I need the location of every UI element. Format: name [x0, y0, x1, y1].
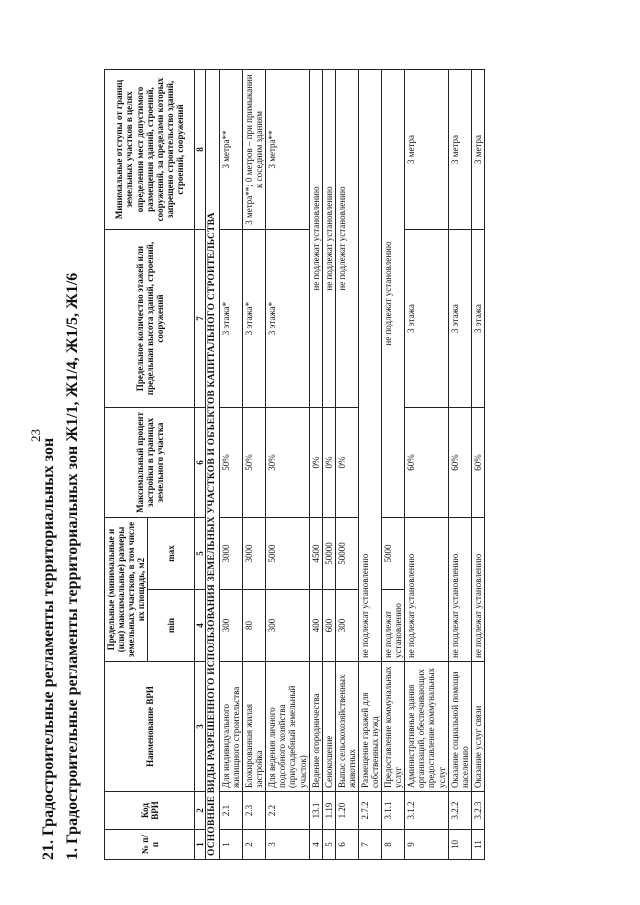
cell-setback: 3 метра [448, 70, 471, 230]
cell-floors: 3 этажа [471, 230, 484, 408]
cell-floors: 3 этажа [405, 230, 448, 408]
section-row [206, 70, 220, 860]
col-number: 7 [195, 230, 206, 408]
cell-setback: 3 метра**; 0 метров – при примыкании к соседним зданиям [243, 70, 266, 230]
cell-name: Административные здания организаций, обеспечивающих предоставление коммунальных услуг [405, 662, 448, 792]
cell-code: 2.7.2 [358, 792, 381, 830]
cell-code: 3.1.2 [405, 792, 448, 830]
cell-percent: 30% [266, 408, 309, 518]
cell-min: 600 [322, 590, 335, 662]
col-number: 3 [195, 662, 206, 792]
cell-code: 13.1 [309, 792, 322, 830]
header-min: min [148, 590, 195, 662]
cell-code: 1.19 [322, 792, 335, 830]
cell-num: 9 [405, 830, 448, 860]
cell-max: 3000 [220, 518, 243, 590]
header-num: № п/п [105, 830, 195, 860]
table-title: 1. Градостроительные регламенты территориальных зон Ж1/1, Ж1/4, Ж1/5, Ж1/6 [64, 272, 81, 860]
section-title: ОСНОВНЫЕ ВИДЫ РАЗРЕШЕННОГО ИСПОЛЬЗОВАНИЯ ЗЕМЕЛЬНЫХ УЧАСТКОВ И ОБЪЕКТОВ КАПИТАЛЬНОГО СТРОИТЕЛЬСТВА [206, 70, 220, 860]
table-row [335, 70, 358, 860]
cell-setback: 3 метра [405, 70, 448, 230]
cell-not-established: не подлежат установлению [335, 70, 358, 408]
cell-not-established: не подлежат установлению [448, 518, 471, 662]
cell-name: Оказание услуг связи [471, 662, 484, 792]
cell-num: 11 [471, 830, 484, 860]
cell-max: 5000 [266, 518, 309, 590]
table-row [471, 70, 484, 860]
cell-percent: 50% [220, 408, 243, 518]
cell-percent: 50% [243, 408, 266, 518]
cell-floors: 3 этажа [448, 230, 471, 408]
cell-max: 3000 [243, 518, 266, 590]
cell-num: 10 [448, 830, 471, 860]
header-max: max [148, 518, 195, 590]
cell-num: 4 [309, 830, 322, 860]
cell-not-established: не подлежат установлению [309, 70, 322, 408]
cell-percent: 60% [471, 408, 484, 518]
header-floors: Предельное количество этажей или предельная высота зданий, строений, сооружений [105, 230, 195, 408]
rotated-page-content [40, 40, 620, 860]
cell-code: 3.2.3 [471, 792, 484, 830]
cell-name: Блокированная жилая застройка [243, 662, 266, 792]
header-name: Наименование ВРИ [105, 662, 195, 792]
table-row [405, 70, 448, 860]
cell-min: не подлежат установлению [382, 590, 405, 662]
cell-min: 300 [266, 590, 309, 662]
cell-min: 80 [243, 590, 266, 662]
col-number: 4 [195, 590, 206, 662]
cell-floors: 3 этажа* [266, 230, 309, 408]
column-numbers-row [195, 70, 206, 860]
col-number: 6 [195, 408, 206, 518]
cell-name: Предоставление коммунальных услуг [382, 662, 405, 792]
col-number: 8 [195, 70, 206, 230]
cell-max: 50000 [335, 518, 358, 590]
header-setback: Минимальные отступы от границ земельных участков в целях определения мест допустимого размещения зданий, строений, сооружений, за пределами которых запрещено строительство зданий, строений, сооружений [105, 70, 195, 230]
cell-not-established: не подлежат установлению [322, 70, 335, 408]
header-percent: Максимальный процент застройки в границах земельного участка [105, 408, 195, 518]
cell-code: 1.20 [335, 792, 358, 830]
cell-num: 2 [243, 830, 266, 860]
cell-setback: 3 метра** [220, 70, 243, 230]
cell-percent: 60% [448, 408, 471, 518]
cell-max: 50000 [322, 518, 335, 590]
cell-num: 1 [220, 830, 243, 860]
header-area: Предельные (минимальные и (или) максимальные) размеры земельных участков, в том числе их площадь, м2 [105, 518, 148, 662]
cell-not-established: не подлежат установлению [382, 70, 405, 518]
section-heading: 21. Градостроительные регламенты территориальных зон [40, 437, 57, 860]
cell-name: Для индивидуального жилищного строительства [220, 662, 243, 792]
table-row [266, 70, 309, 860]
cell-code: 2.3 [243, 792, 266, 830]
cell-num: 3 [266, 830, 309, 860]
cell-name: Для ведения личного подсобного хозяйства (приусадебный земельный участок) [266, 662, 309, 792]
cell-min: 400 [309, 590, 322, 662]
cell-num: 7 [358, 830, 381, 860]
cell-num: 6 [335, 830, 358, 860]
cell-name: Выпас сельскохозяйственных животных [335, 662, 358, 792]
cell-max: 4500 [309, 518, 322, 590]
table-row [309, 70, 322, 860]
col-number: 2 [195, 792, 206, 830]
cell-floors: 3 этажа* [243, 230, 266, 408]
cell-percent: 0% [335, 408, 358, 518]
cell-name: Оказание социальной помощи населению [448, 662, 471, 792]
cell-name: Ведение огородничества [309, 662, 322, 792]
cell-num: 8 [382, 830, 405, 860]
col-number: 1 [195, 830, 206, 860]
table-row [448, 70, 471, 860]
cell-name: Сенокошение [322, 662, 335, 792]
cell-min: 300 [220, 590, 243, 662]
header-code: Код ВРИ [105, 792, 195, 830]
cell-percent: 60% [405, 408, 448, 518]
cell-not-established: не подлежат установлению [471, 518, 484, 662]
cell-floors: 3 этажа* [220, 230, 243, 408]
cell-not-established: не подлежат установлению [358, 70, 381, 662]
cell-setback: 3 метра** [266, 70, 309, 230]
cell-code: 3.1.1 [382, 792, 405, 830]
cell-name: Размещение гаражей для собственных нужд [358, 662, 381, 792]
table-row [358, 70, 381, 860]
cell-code: 2.2 [266, 792, 309, 830]
regulations-table [104, 69, 485, 860]
table-row [382, 70, 405, 860]
cell-code: 3.2.2 [448, 792, 471, 830]
cell-min: 300 [335, 590, 358, 662]
cell-num: 5 [322, 830, 335, 860]
page-number: 23 [28, 429, 43, 442]
col-number: 5 [195, 518, 206, 590]
cell-setback: 3 метра [471, 70, 484, 230]
cell-percent: 0% [309, 408, 322, 518]
table-row [322, 70, 335, 860]
cell-code: 2.1 [220, 792, 243, 830]
table-row [220, 70, 243, 860]
cell-not-established: не подлежат установлению [405, 518, 448, 662]
cell-max: 5000 [382, 518, 405, 590]
cell-percent: 0% [322, 408, 335, 518]
table-row [243, 70, 266, 860]
